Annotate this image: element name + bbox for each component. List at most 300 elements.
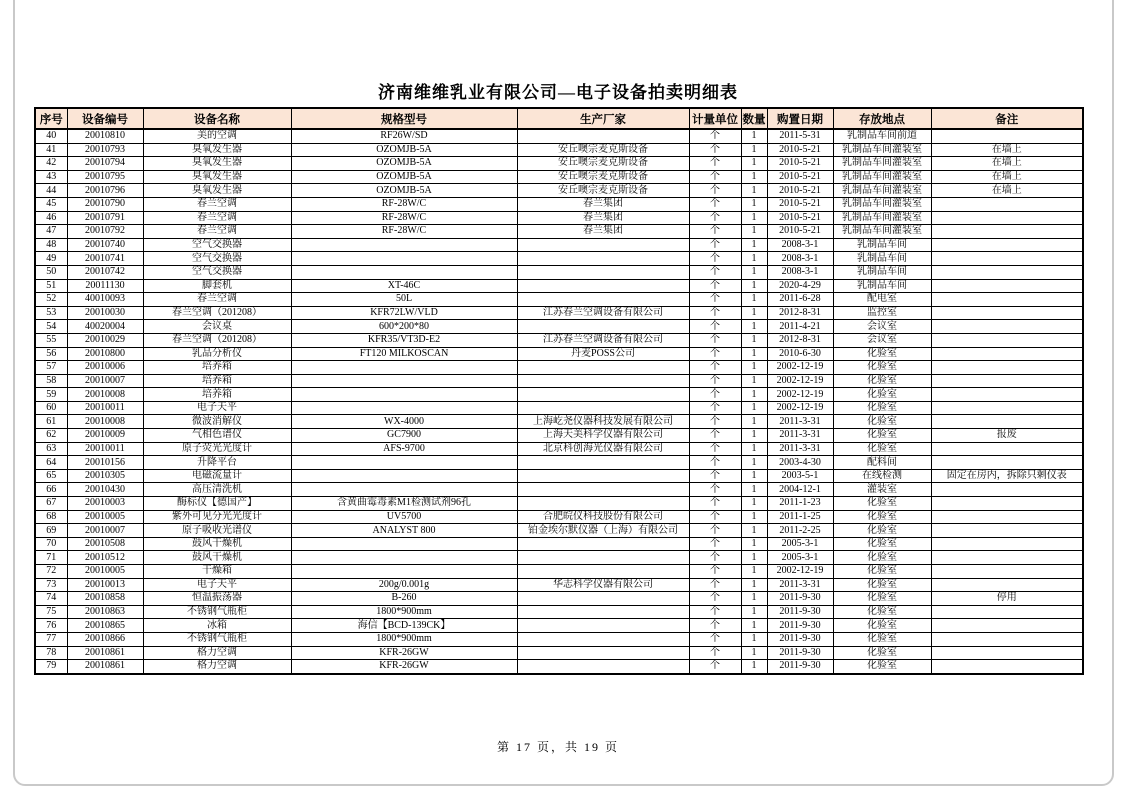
table-cell: 1 — [741, 646, 767, 660]
table-cell: 20010005 — [67, 510, 143, 524]
table-cell: 20010508 — [67, 537, 143, 551]
table-cell: 铂金埃尔默仪器（上海）有限公司 — [517, 524, 689, 538]
table-cell: 个 — [689, 456, 741, 470]
table-cell: 个 — [689, 592, 741, 606]
table-cell: 空气交换器 — [143, 252, 291, 266]
table-cell: 报废 — [931, 429, 1083, 443]
table-cell: 20010740 — [67, 238, 143, 252]
table-cell — [517, 388, 689, 402]
table-cell — [931, 211, 1083, 225]
table-cell: 2012-8-31 — [767, 306, 833, 320]
table-cell: 会议桌 — [143, 320, 291, 334]
table-cell — [517, 252, 689, 266]
table-cell: 20010008 — [67, 388, 143, 402]
table-cell: 1 — [741, 129, 767, 143]
table-cell: 1 — [741, 429, 767, 443]
table-row — [35, 483, 1083, 497]
column-header: 序号 — [35, 108, 67, 129]
table-cell — [517, 401, 689, 415]
table-cell — [517, 632, 689, 646]
column-header: 生产厂家 — [517, 108, 689, 129]
table-cell — [291, 361, 517, 375]
table-cell: 化验室 — [833, 551, 931, 565]
table-cell: WX-4000 — [291, 415, 517, 429]
table-cell: 紫外可见分光光度计 — [143, 510, 291, 524]
table-cell: 61 — [35, 415, 67, 429]
table-cell: 44 — [35, 184, 67, 198]
table-cell: 安丘噢宗麦克斯设备 — [517, 143, 689, 157]
table-cell: 1 — [741, 157, 767, 171]
table-cell: 2011-1-25 — [767, 510, 833, 524]
table-cell: 个 — [689, 143, 741, 157]
table-cell: 乳制品车间灌装室 — [833, 225, 931, 239]
table-cell: 在墙上 — [931, 143, 1083, 157]
table-cell: 2011-3-31 — [767, 429, 833, 443]
table-cell: 1 — [741, 197, 767, 211]
table-cell: 1 — [741, 320, 767, 334]
table-cell: 化验室 — [833, 442, 931, 456]
table-cell: 20010007 — [67, 374, 143, 388]
table-cell: 1 — [741, 456, 767, 470]
table-cell: 鼓风干燥机 — [143, 551, 291, 565]
table-cell: 停用 — [931, 592, 1083, 606]
table-cell: 48 — [35, 238, 67, 252]
table-cell: 春兰集团 — [517, 211, 689, 225]
table-cell: 2002-12-19 — [767, 565, 833, 579]
table-row — [35, 537, 1083, 551]
table-row — [35, 279, 1083, 293]
table-cell: 1 — [741, 401, 767, 415]
table-row — [35, 415, 1083, 429]
table-row — [35, 320, 1083, 334]
table-cell: 41 — [35, 143, 67, 157]
table-cell — [517, 374, 689, 388]
table-cell: 个 — [689, 551, 741, 565]
table-cell: OZOMJB-5A — [291, 184, 517, 198]
column-header: 数量 — [741, 108, 767, 129]
table-cell — [291, 537, 517, 551]
table-row — [35, 578, 1083, 592]
table-cell: 原子荧光光度计 — [143, 442, 291, 456]
table-cell: 57 — [35, 361, 67, 375]
table-row — [35, 388, 1083, 402]
table-row — [35, 265, 1083, 279]
table-cell — [517, 483, 689, 497]
table-cell: 化验室 — [833, 592, 931, 606]
table-cell: 20010512 — [67, 551, 143, 565]
table-cell: 20010792 — [67, 225, 143, 239]
table-cell: 个 — [689, 333, 741, 347]
table-cell: 50L — [291, 293, 517, 307]
table-cell: 59 — [35, 388, 67, 402]
table-row — [35, 524, 1083, 538]
table-row — [35, 605, 1083, 619]
table-cell: 1 — [741, 578, 767, 592]
table-cell: 臭氧发生器 — [143, 170, 291, 184]
table-cell: 空气交换器 — [143, 238, 291, 252]
table-cell: 1 — [741, 442, 767, 456]
table-cell: 2010-5-21 — [767, 170, 833, 184]
table-cell: 乳制品车间 — [833, 252, 931, 266]
table-cell: 格力空调 — [143, 660, 291, 674]
table-cell: 2020-4-29 — [767, 279, 833, 293]
table-cell — [931, 524, 1083, 538]
table-cell: 2010-5-21 — [767, 157, 833, 171]
table-cell: 化验室 — [833, 632, 931, 646]
table-cell: 1800*900mm — [291, 632, 517, 646]
table-cell: RF-28W/C — [291, 197, 517, 211]
table-cell: 海信【BCD-139CK】 — [291, 619, 517, 633]
table-cell: 个 — [689, 524, 741, 538]
table-cell — [291, 551, 517, 565]
table-cell: RF-28W/C — [291, 225, 517, 239]
table-cell: 个 — [689, 306, 741, 320]
table-cell: 20010741 — [67, 252, 143, 266]
table-cell: 在墙上 — [931, 170, 1083, 184]
table-cell: 20010796 — [67, 184, 143, 198]
table-cell: 春兰空调 — [143, 225, 291, 239]
table-cell: 2011-9-30 — [767, 646, 833, 660]
table-cell: 美的空调 — [143, 129, 291, 143]
table-cell — [291, 374, 517, 388]
table-cell: 化验室 — [833, 347, 931, 361]
table-cell: 53 — [35, 306, 67, 320]
table-row — [35, 510, 1083, 524]
table-cell: 1 — [741, 469, 767, 483]
table-cell: 65 — [35, 469, 67, 483]
table-cell: 20010858 — [67, 592, 143, 606]
table-cell: 2008-3-1 — [767, 238, 833, 252]
table-cell: 臭氧发生器 — [143, 157, 291, 171]
table-cell: 1 — [741, 333, 767, 347]
table-cell — [931, 401, 1083, 415]
table-cell — [517, 537, 689, 551]
table-cell: 个 — [689, 211, 741, 225]
table-cell — [931, 510, 1083, 524]
table-cell: 个 — [689, 605, 741, 619]
table-cell: 78 — [35, 646, 67, 660]
table-cell: 个 — [689, 347, 741, 361]
table-cell: 高压清洗机 — [143, 483, 291, 497]
table-cell: 春兰空调（201208） — [143, 333, 291, 347]
table-cell: 1 — [741, 361, 767, 375]
table-cell: 20010800 — [67, 347, 143, 361]
table-cell: 2010-5-21 — [767, 225, 833, 239]
table-cell: 2011-6-28 — [767, 293, 833, 307]
table-cell: 乳制品车间灌装室 — [833, 170, 931, 184]
table-cell: 2002-12-19 — [767, 388, 833, 402]
table-cell: 2003-5-1 — [767, 469, 833, 483]
table-cell: 气相色谱仪 — [143, 429, 291, 443]
table-cell: 1800*900mm — [291, 605, 517, 619]
table-cell: 20010029 — [67, 333, 143, 347]
table-cell: 酶标仪【德国产】 — [143, 497, 291, 511]
table-cell — [931, 442, 1083, 456]
table-cell: 化验室 — [833, 619, 931, 633]
table-cell: 春兰空调 — [143, 211, 291, 225]
table-cell: 2003-4-30 — [767, 456, 833, 470]
table-cell: 个 — [689, 279, 741, 293]
table-cell: 1 — [741, 252, 767, 266]
table-cell: 62 — [35, 429, 67, 443]
table-cell: 1 — [741, 605, 767, 619]
table-cell: OZOMJB-5A — [291, 157, 517, 171]
table-cell — [291, 565, 517, 579]
table-cell: 不锈钢气瓶柜 — [143, 632, 291, 646]
table-cell: 个 — [689, 225, 741, 239]
table-cell: 2011-2-25 — [767, 524, 833, 538]
table-cell: XT-46C — [291, 279, 517, 293]
table-cell: 45 — [35, 197, 67, 211]
table-cell: AFS-9700 — [291, 442, 517, 456]
table-row — [35, 170, 1083, 184]
table-cell — [931, 279, 1083, 293]
table-cell — [931, 333, 1083, 347]
table-cell — [931, 197, 1083, 211]
table-cell: 66 — [35, 483, 67, 497]
table-cell: 1 — [741, 660, 767, 674]
table-cell: 在线检测 — [833, 469, 931, 483]
table-row — [35, 374, 1083, 388]
table-row — [35, 184, 1083, 198]
table-row — [35, 469, 1083, 483]
table-cell: 电子天平 — [143, 401, 291, 415]
table-cell — [291, 238, 517, 252]
table-row — [35, 225, 1083, 239]
table-cell: 1 — [741, 483, 767, 497]
table-cell — [931, 578, 1083, 592]
equipment-table — [34, 107, 1084, 675]
column-header: 规格型号 — [291, 108, 517, 129]
table-cell: 1 — [741, 211, 767, 225]
table-cell — [291, 456, 517, 470]
table-cell: ANALYST 800 — [291, 524, 517, 538]
table-cell — [517, 320, 689, 334]
table-cell: 1 — [741, 374, 767, 388]
table-cell — [931, 265, 1083, 279]
table-cell: 乳制品车间灌装室 — [833, 184, 931, 198]
table-row — [35, 551, 1083, 565]
table-cell: 20010863 — [67, 605, 143, 619]
table-cell: 个 — [689, 565, 741, 579]
column-header: 存放地点 — [833, 108, 931, 129]
table-cell: 乳制品车间 — [833, 279, 931, 293]
table-cell: 2010-5-21 — [767, 184, 833, 198]
table-cell — [931, 374, 1083, 388]
table-cell: 46 — [35, 211, 67, 225]
table-cell: 2011-9-30 — [767, 660, 833, 674]
column-header: 计量单位 — [689, 108, 741, 129]
table-row — [35, 592, 1083, 606]
table-cell — [291, 483, 517, 497]
table-cell — [517, 238, 689, 252]
table-cell — [517, 469, 689, 483]
table-cell: 20010011 — [67, 442, 143, 456]
table-cell: 1 — [741, 632, 767, 646]
table-cell: 乳品分析仪 — [143, 347, 291, 361]
table-cell — [517, 551, 689, 565]
table-row — [35, 143, 1083, 157]
table-cell: 2008-3-1 — [767, 265, 833, 279]
table-cell: 20010861 — [67, 646, 143, 660]
table-cell — [931, 537, 1083, 551]
table-cell: 监控室 — [833, 306, 931, 320]
table-cell — [517, 361, 689, 375]
table-cell: 乳制品车间灌装室 — [833, 143, 931, 157]
table-cell: 51 — [35, 279, 67, 293]
table-cell: 合肥皖仪科技股份有限公司 — [517, 510, 689, 524]
table-row — [35, 565, 1083, 579]
table-cell: 不锈钢气瓶柜 — [143, 605, 291, 619]
table-cell: 2011-3-31 — [767, 578, 833, 592]
table-cell: 乳制品车间 — [833, 265, 931, 279]
table-cell: 74 — [35, 592, 67, 606]
table-cell: 个 — [689, 619, 741, 633]
table-cell: 培养箱 — [143, 388, 291, 402]
table-cell: 2002-12-19 — [767, 374, 833, 388]
table-cell: KFR-26GW — [291, 646, 517, 660]
table-cell: 2011-5-31 — [767, 129, 833, 143]
table-cell: 个 — [689, 415, 741, 429]
page-title: 济南维维乳业有限公司—电子设备拍卖明细表 — [378, 83, 738, 102]
table-cell: 1 — [741, 497, 767, 511]
table-cell: 化验室 — [833, 537, 931, 551]
table-cell — [931, 238, 1083, 252]
table-cell: 个 — [689, 129, 741, 143]
table-cell — [291, 388, 517, 402]
table-cell: 20010742 — [67, 265, 143, 279]
table-cell: 20010030 — [67, 306, 143, 320]
table-cell: OZOMJB-5A — [291, 143, 517, 157]
column-header: 设备编号 — [67, 108, 143, 129]
table-cell: 个 — [689, 197, 741, 211]
table-cell: 个 — [689, 374, 741, 388]
table-cell: 恒温振荡器 — [143, 592, 291, 606]
table-cell: 会议室 — [833, 320, 931, 334]
table-cell: 个 — [689, 252, 741, 266]
table-cell: 升降平台 — [143, 456, 291, 470]
table-cell: 个 — [689, 660, 741, 674]
table-cell — [931, 388, 1083, 402]
table-cell: 20010003 — [67, 497, 143, 511]
table-cell: 70 — [35, 537, 67, 551]
table-cell: 1 — [741, 143, 767, 157]
table-row — [35, 401, 1083, 415]
table-cell: 2011-9-30 — [767, 632, 833, 646]
table-cell: 个 — [689, 361, 741, 375]
table-cell — [517, 605, 689, 619]
table-cell: 42 — [35, 157, 67, 171]
table-cell: 68 — [35, 510, 67, 524]
table-cell: 华志科学仪器有限公司 — [517, 578, 689, 592]
table-cell: KFR-26GW — [291, 660, 517, 674]
table-cell — [931, 605, 1083, 619]
table-cell: 20010011 — [67, 401, 143, 415]
table-cell — [291, 252, 517, 266]
table-cell: 43 — [35, 170, 67, 184]
table-cell — [931, 347, 1083, 361]
table-cell: 培养箱 — [143, 361, 291, 375]
table-cell: 1 — [741, 592, 767, 606]
table-cell: GC7900 — [291, 429, 517, 443]
table-cell: 乳制品车间灌装室 — [833, 197, 931, 211]
table-cell: 20010006 — [67, 361, 143, 375]
table-cell: 2002-12-19 — [767, 401, 833, 415]
table-cell: 个 — [689, 388, 741, 402]
table-cell: 含黄曲霉毒素M1检测试剂96孔 — [291, 497, 517, 511]
table-cell: 干燥箱 — [143, 565, 291, 579]
table-cell: 个 — [689, 497, 741, 511]
table-cell — [517, 293, 689, 307]
table-cell: 40020004 — [67, 320, 143, 334]
table-cell — [517, 279, 689, 293]
table-cell: 个 — [689, 184, 741, 198]
table-cell: 个 — [689, 646, 741, 660]
table-row — [35, 238, 1083, 252]
table-cell: 乳制品车间灌装室 — [833, 211, 931, 225]
table-cell — [517, 619, 689, 633]
table-cell: 67 — [35, 497, 67, 511]
table-cell: 北京科创海光仪器有限公司 — [517, 442, 689, 456]
table-cell: 2010-5-21 — [767, 211, 833, 225]
table-cell: 2010-5-21 — [767, 197, 833, 211]
table-cell — [931, 483, 1083, 497]
table-row — [35, 129, 1083, 143]
table-row — [35, 632, 1083, 646]
table-cell: 1 — [741, 184, 767, 198]
table-cell: 2011-9-30 — [767, 592, 833, 606]
table-cell: 1 — [741, 415, 767, 429]
table-cell: 55 — [35, 333, 67, 347]
table-cell — [931, 306, 1083, 320]
table-cell: 1 — [741, 619, 767, 633]
table-cell: 1 — [741, 347, 767, 361]
page-number: 第 17 页，共 19 页 — [496, 740, 619, 754]
table-row — [35, 197, 1083, 211]
table-row — [35, 252, 1083, 266]
table-cell: 2011-1-23 — [767, 497, 833, 511]
table-cell — [517, 265, 689, 279]
table-cell: 600*200*80 — [291, 320, 517, 334]
table-cell: 20010791 — [67, 211, 143, 225]
table-cell — [931, 646, 1083, 660]
table-cell: 2011-3-31 — [767, 415, 833, 429]
table-cell: 69 — [35, 524, 67, 538]
table-cell: KFR72LW/VLD — [291, 306, 517, 320]
table-cell: B-260 — [291, 592, 517, 606]
table-cell: 20010865 — [67, 619, 143, 633]
table-cell: 20010866 — [67, 632, 143, 646]
table-cell: 54 — [35, 320, 67, 334]
table-cell: 20010305 — [67, 469, 143, 483]
table-cell: 安丘噢宗麦克斯设备 — [517, 157, 689, 171]
table-cell: 1 — [741, 388, 767, 402]
table-cell — [931, 252, 1083, 266]
table-row — [35, 660, 1083, 674]
table-cell: 47 — [35, 225, 67, 239]
column-header: 备注 — [931, 108, 1083, 129]
table-row — [35, 333, 1083, 347]
table-cell — [291, 401, 517, 415]
table-cell: 个 — [689, 265, 741, 279]
table-cell: 72 — [35, 565, 67, 579]
table-cell: 会议室 — [833, 333, 931, 347]
table-cell: 60 — [35, 401, 67, 415]
table-cell: 微波消解仪 — [143, 415, 291, 429]
table-cell: 上海屹尧仪器科技发展有限公司 — [517, 415, 689, 429]
column-header: 购置日期 — [767, 108, 833, 129]
table-cell: 1 — [741, 306, 767, 320]
